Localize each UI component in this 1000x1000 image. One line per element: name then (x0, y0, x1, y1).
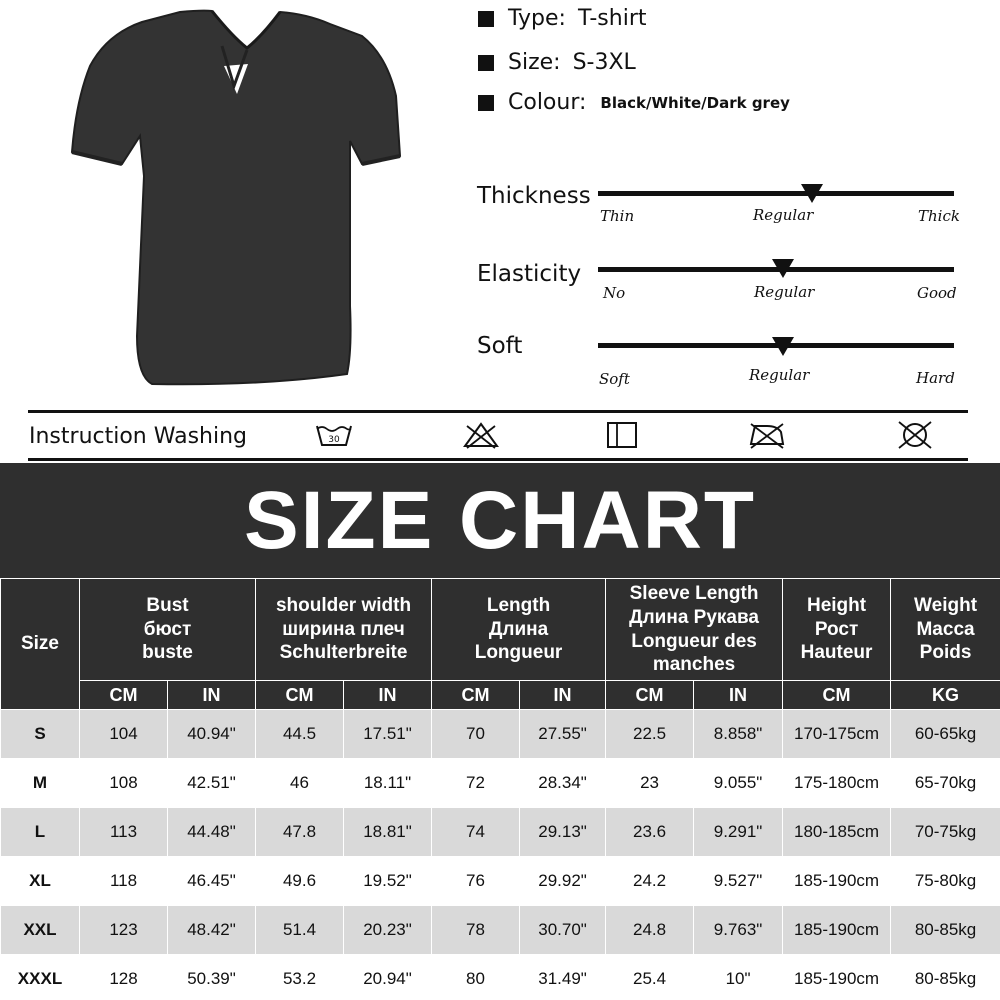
column-header-bust (80, 579, 256, 681)
header-line: Рост (814, 618, 859, 640)
table-cell: 78 (432, 906, 520, 955)
bullet-square-icon (478, 95, 494, 111)
unit-header: CM (606, 681, 694, 710)
table-cell: 20.94" (344, 955, 432, 1000)
scale-label: Elasticity (477, 261, 582, 287)
table-cell: 170-175cm (783, 710, 891, 759)
table-cell: 29.13" (520, 808, 606, 857)
unit-header: CM (432, 681, 520, 710)
bullet-square-icon (478, 11, 494, 27)
scale-max-label: Thick (918, 207, 960, 225)
scale-min-label: No (603, 284, 626, 302)
do-not-bleach-icon (461, 420, 501, 450)
bullet-square-icon (478, 55, 494, 71)
scale-marker-icon (772, 337, 794, 356)
table-row (1, 710, 1000, 759)
wash-30-icon (314, 420, 354, 450)
table-cell: 24.8 (606, 906, 694, 955)
table-cell: 31.49" (520, 955, 606, 1000)
header-line: buste (142, 642, 193, 664)
table-cell: 8.858" (694, 710, 783, 759)
header-line: Longueur des (631, 630, 757, 652)
header-line: Schulterbreite (279, 642, 408, 664)
size-cell: M (1, 759, 80, 808)
column-header-length (432, 579, 606, 681)
table-cell: 185-190cm (783, 955, 891, 1000)
unit-header: KG (891, 681, 1000, 710)
header-line: Length (486, 594, 551, 616)
scale-line (598, 191, 954, 196)
table-cell: 76 (432, 857, 520, 906)
table-cell: 19.52" (344, 857, 432, 906)
header-line: Height (806, 594, 867, 616)
size-cell: XL (1, 857, 80, 906)
scale-label: Thickness (477, 183, 591, 209)
table-cell: 104 (80, 710, 168, 759)
table-cell: 53.2 (256, 955, 344, 1000)
table-cell: 65-70kg (891, 759, 1000, 808)
header-line: Longueur (474, 642, 563, 664)
table-cell: 9.055" (694, 759, 783, 808)
do-not-iron-icon (747, 420, 787, 450)
table-cell: 40.94" (168, 710, 256, 759)
spec-value: S-3XL (572, 50, 636, 75)
scale-mid-label: Regular (753, 206, 814, 224)
unit-header: IN (168, 681, 256, 710)
table-cell: 9.291" (694, 808, 783, 857)
table-cell: 185-190cm (783, 906, 891, 955)
table-cell: 22.5 (606, 710, 694, 759)
table-cell: 75-80kg (891, 857, 1000, 906)
table-row (1, 808, 1000, 857)
table-cell: 80 (432, 955, 520, 1000)
table-cell: 20.23" (344, 906, 432, 955)
table-cell: 23 (606, 759, 694, 808)
do-not-dry-clean-icon (895, 420, 935, 450)
size-column-header: Size (1, 579, 80, 710)
table-cell: 46 (256, 759, 344, 808)
spec-size (478, 50, 636, 75)
table-cell: 42.51" (168, 759, 256, 808)
table-cell: 25.4 (606, 955, 694, 1000)
table-cell: 180-185cm (783, 808, 891, 857)
table-cell: 44.48" (168, 808, 256, 857)
table-cell: 47.8 (256, 808, 344, 857)
table-cell: 113 (80, 808, 168, 857)
size-table-body (1, 710, 1000, 1000)
table-cell: 80-85kg (891, 906, 1000, 955)
spec-key: Type: (508, 6, 566, 31)
scale-marker-icon (772, 259, 794, 278)
header-line: Poids (919, 642, 972, 664)
size-cell: S (1, 710, 80, 759)
tshirt-image (62, 6, 412, 388)
column-header-shoulder (256, 579, 432, 681)
table-cell: 9.527" (694, 857, 783, 906)
unit-header: IN (520, 681, 606, 710)
header-line: Длина Рукава (629, 606, 759, 628)
table-unit-header-row (1, 681, 1000, 710)
table-cell: 72 (432, 759, 520, 808)
size-cell: XXXL (1, 955, 80, 1000)
header-line: Macca (916, 618, 975, 640)
divider (28, 410, 968, 413)
table-cell: 49.6 (256, 857, 344, 906)
spec-value: Black/White/Dark grey (600, 93, 790, 112)
table-cell: 51.4 (256, 906, 344, 955)
table-cell: 185-190cm (783, 857, 891, 906)
scale-label: Soft (477, 333, 523, 359)
table-cell: 30.70" (520, 906, 606, 955)
table-cell: 46.45" (168, 857, 256, 906)
table-cell: 48.42" (168, 906, 256, 955)
unit-header: IN (344, 681, 432, 710)
table-cell: 123 (80, 906, 168, 955)
table-cell: 23.6 (606, 808, 694, 857)
table-cell: 29.92" (520, 857, 606, 906)
spec-key: Size: (508, 50, 561, 75)
table-row (1, 759, 1000, 808)
size-cell: XXL (1, 906, 80, 955)
table-cell: 74 (432, 808, 520, 857)
dry-flat-icon (602, 420, 642, 450)
unit-header: IN (694, 681, 783, 710)
scale-mid-label: Regular (749, 366, 810, 384)
table-cell: 28.34" (520, 759, 606, 808)
scale-max-label: Good (917, 284, 957, 302)
table-cell: 9.763" (694, 906, 783, 955)
size-chart-title: SIZE CHART (244, 474, 756, 566)
table-cell: 175-180cm (783, 759, 891, 808)
spec-value: T-shirt (577, 6, 647, 31)
header-line: бюст (143, 618, 192, 640)
header-line: ширина плеч (282, 618, 405, 640)
scale-min-label: Thin (600, 207, 635, 225)
table-cell: 50.39" (168, 955, 256, 1000)
washing-label: Instruction Washing (29, 424, 247, 449)
size-cell: L (1, 808, 80, 857)
svg-text:30: 30 (328, 435, 340, 445)
header-line: shoulder width (275, 594, 412, 616)
unit-header: CM (256, 681, 344, 710)
size-chart-banner (0, 463, 1000, 578)
table-cell: 17.51" (344, 710, 432, 759)
table-cell: 18.11" (344, 759, 432, 808)
column-header-weight (891, 579, 1000, 681)
header-line: manches (652, 654, 736, 676)
spec-type (478, 6, 647, 31)
table-row (1, 857, 1000, 906)
table-group-header-row (1, 579, 1000, 681)
header-line: Длина (488, 618, 549, 640)
table-cell: 44.5 (256, 710, 344, 759)
table-cell: 70 (432, 710, 520, 759)
header-line: Sleeve Length (629, 583, 759, 604)
table-row (1, 906, 1000, 955)
table-cell: 80-85kg (891, 955, 1000, 1000)
table-cell: 60-65kg (891, 710, 1000, 759)
unit-header: CM (783, 681, 891, 710)
table-cell: 18.81" (344, 808, 432, 857)
table-cell: 27.55" (520, 710, 606, 759)
table-cell: 10" (694, 955, 783, 1000)
header-line: Bust (146, 594, 189, 616)
divider (28, 458, 968, 461)
scale-max-label: Hard (916, 369, 955, 387)
table-row (1, 955, 1000, 1000)
header-line: Weight (914, 594, 978, 616)
size-chart-table (0, 578, 1000, 1000)
scale-min-label: Soft (599, 370, 630, 388)
spec-key: Colour: (508, 90, 587, 115)
table-cell: 128 (80, 955, 168, 1000)
scale-marker-icon (801, 184, 823, 203)
column-header-height (783, 579, 891, 681)
scale-mid-label: Regular (754, 283, 815, 301)
table-cell: 24.2 (606, 857, 694, 906)
table-cell: 108 (80, 759, 168, 808)
unit-header: CM (80, 681, 168, 710)
header-line: Hauteur (800, 642, 873, 664)
spec-colour (478, 90, 790, 115)
column-header-sleeve (606, 579, 783, 681)
table-cell: 118 (80, 857, 168, 906)
table-cell: 70-75kg (891, 808, 1000, 857)
